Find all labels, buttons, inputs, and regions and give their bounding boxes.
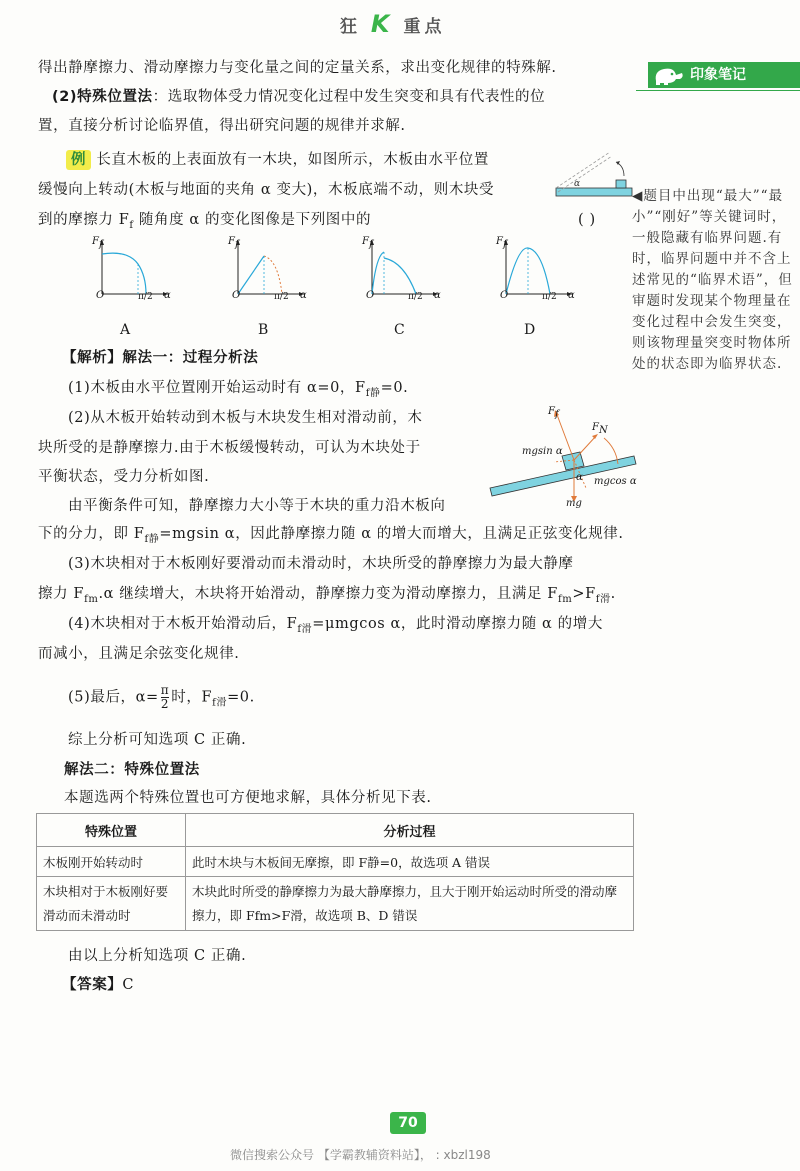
table-header-row bbox=[37, 814, 634, 847]
page-number: 70 bbox=[390, 1112, 426, 1134]
method-2-title: 解法二：特殊位置法 bbox=[64, 762, 200, 778]
step-3-line-1: (3)木块相对于木板刚好要滑动而未滑动时，木块所受的静摩擦力为最大静摩 bbox=[68, 556, 574, 572]
graph-d-ylabel bbox=[496, 236, 507, 250]
analysis-title: 【解析】解法一：过程分析法 bbox=[62, 350, 259, 366]
step-2-line-3: 平衡状态，受力分析如图. bbox=[38, 469, 210, 485]
conclusion: 由以上分析知选项 C 正确. bbox=[68, 948, 247, 964]
step-5-sub: f滑 bbox=[212, 697, 228, 709]
header-title-left: 狂 bbox=[340, 17, 361, 37]
step-5-den: 2 bbox=[160, 697, 170, 711]
graph-a-y: F bbox=[92, 236, 99, 247]
step-1-end: =0. bbox=[380, 380, 409, 396]
step-2-line-4: 由平衡条件可知，静摩擦力大小等于木块的重力沿木板向 bbox=[68, 498, 446, 514]
table-header-analysis: 分析过程 bbox=[186, 814, 634, 847]
force-mgsin-label: mgsin α bbox=[522, 446, 563, 457]
body-line-1: 得出静摩擦力、滑动摩擦力与变化量之间的定量关系，求出变化规律的特殊解. bbox=[38, 60, 557, 76]
table-header-position: 特殊位置 bbox=[37, 814, 186, 847]
step-4-1sub: f滑 bbox=[297, 623, 313, 635]
header-title-k: K bbox=[370, 10, 394, 38]
table-cell-analysis: 此时木块与木板间无摩擦，即 F静=0，故选项 A 错误 bbox=[186, 847, 634, 877]
step-5-c: =0. bbox=[227, 689, 255, 706]
graph-d-ysub: f bbox=[502, 239, 507, 250]
analysis-table bbox=[36, 813, 634, 931]
incline-figure bbox=[552, 148, 636, 212]
graph-a-origin: O bbox=[96, 290, 105, 301]
step-2-5a: 下的分力，即 F bbox=[38, 526, 145, 542]
force-ff-sub: f bbox=[554, 409, 559, 420]
table-row bbox=[37, 877, 634, 931]
example-line-1 bbox=[66, 150, 489, 170]
example-line-2: 缓慢向上转动(木板与地面的夹角 α 变大)，木板底端不动，则木块受 bbox=[38, 182, 495, 198]
graph-a-tick: π/2 bbox=[138, 292, 153, 302]
sidebar-tag-label: 印象笔记 bbox=[690, 67, 746, 83]
step-3-2sub2: fm bbox=[557, 593, 573, 605]
graph-c-ylabel bbox=[362, 236, 373, 250]
step-3-2d: . bbox=[610, 586, 616, 602]
step-2-5b: =mgsin α，因此静摩擦力随 α 的增大而增大，且满足正弦变化规律. bbox=[159, 526, 624, 542]
table-cell-analysis: 木块此时所受的静摩擦力为最大静摩擦力，且大于刚开始运动时所受的滑动摩擦力，即 Ffm>F滑，故选项 B、D 错误 bbox=[186, 877, 634, 931]
table-cell-position: 木板刚开始转动时 bbox=[37, 847, 186, 877]
sidebar-tag bbox=[648, 62, 800, 88]
step-1 bbox=[68, 378, 408, 404]
step-5-num: π bbox=[160, 683, 170, 697]
method-heading: (2)特殊位置法 bbox=[52, 89, 153, 105]
step-3-line-2 bbox=[38, 584, 616, 610]
header-title-right: 重点 bbox=[403, 17, 446, 37]
sidebar-note: ◀题目中出现“最大”“最小”“刚好”等关键词时，一般隐藏有临界问题.有时，临界问题中并不含上述常见的“临界术语”，但审题时发现某个物理量在变化过程中会发生突变，则该物理量突变时物体所处的状态即为临界状态. bbox=[632, 188, 793, 372]
sidebar-rule bbox=[636, 90, 800, 91]
step-3-2b: .α 继续增大，木块将开始滑动，静摩擦力变为滑动摩擦力，且满足 F bbox=[98, 586, 558, 602]
force-fn: F bbox=[592, 422, 599, 433]
graph-b-xlabel: α bbox=[300, 290, 307, 301]
graph-d-xlabel: α bbox=[568, 290, 575, 301]
body-line-2 bbox=[52, 87, 545, 107]
graph-b-origin: O bbox=[232, 290, 241, 301]
example-line-3 bbox=[38, 210, 371, 236]
step-2-line-1: (2)从木板开始转动到木板与木块发生相对滑动前，木 bbox=[68, 410, 423, 426]
graph-c-origin: O bbox=[366, 290, 375, 301]
example-text-3b: 随角度 α 的变化图像是下列图中的 bbox=[133, 212, 372, 228]
graph-b-tick: π/2 bbox=[274, 292, 289, 302]
force-mg-label: mg bbox=[566, 498, 582, 509]
graph-b-ylabel bbox=[228, 236, 239, 250]
graph-d-y: F bbox=[496, 236, 503, 247]
step-2-line-2: 块所受的是静摩擦力.由于木板缓慢转动，可认为木块处于 bbox=[38, 440, 421, 456]
step-2-line-5 bbox=[38, 524, 624, 550]
answer-line bbox=[62, 975, 134, 995]
graph-d-origin: O bbox=[500, 290, 509, 301]
step-2-5sub: f静 bbox=[144, 533, 160, 545]
force-fn-sub: N bbox=[598, 425, 608, 436]
force-ff: F bbox=[548, 406, 555, 417]
step-4-1a: (4)木块相对于木板开始滑动后，F bbox=[68, 616, 298, 632]
page-header bbox=[340, 10, 445, 38]
step-5 bbox=[68, 684, 255, 713]
step-1-sub: f静 bbox=[365, 387, 381, 399]
step-5-a: (5)最后，α= bbox=[68, 689, 159, 706]
graph-c-y: F bbox=[362, 236, 369, 247]
graph-c-xlabel: α bbox=[434, 290, 441, 301]
option-label-a: A bbox=[120, 322, 131, 338]
step-5-b: 时，F bbox=[171, 689, 213, 706]
table-row bbox=[37, 847, 634, 877]
step-4-line-1 bbox=[68, 614, 603, 640]
force-diagram bbox=[484, 404, 644, 506]
step-3-2a: 擦力 F bbox=[38, 586, 85, 602]
graph-a-xlabel: α bbox=[164, 290, 171, 301]
elephant-icon bbox=[652, 63, 686, 87]
option-label-c: C bbox=[394, 322, 405, 338]
answer-paren: ( ) bbox=[578, 212, 596, 228]
step-3-2c: >F bbox=[572, 586, 596, 602]
table-cell-position: 木块相对于木板刚好要滑动而未滑动时 bbox=[37, 877, 186, 931]
step-5-fraction bbox=[161, 684, 170, 711]
incline-alpha: α bbox=[574, 179, 581, 189]
footer-watermark: 微信搜索公众号 【学霸教辅资料站】， : xbzl198 bbox=[230, 1148, 491, 1162]
answer-label: 【答案】 bbox=[62, 977, 123, 993]
graph-a-ylabel bbox=[92, 236, 103, 250]
graph-d-tick: π/2 bbox=[542, 292, 557, 302]
graph-c-ysub: f bbox=[368, 239, 373, 250]
example-text-3a: 到的摩擦力 F bbox=[38, 212, 130, 228]
step-3-2sub1: fm bbox=[84, 593, 99, 605]
graph-a-ysub: f bbox=[98, 239, 103, 250]
force-fn-label bbox=[592, 422, 608, 436]
graph-b-y: F bbox=[228, 236, 235, 247]
graph-b-ysub: f bbox=[234, 239, 239, 250]
method-2-intro: 本题选两个特殊位置也可方便地求解，具体分析见下表. bbox=[64, 790, 432, 806]
graph-c-tick: π/2 bbox=[408, 292, 423, 302]
option-label-b: B bbox=[258, 322, 269, 338]
summary-1: 综上分析可知选项 C 正确. bbox=[68, 732, 247, 748]
answer-value: C bbox=[122, 977, 135, 993]
step-1-a: (1)木板由水平位置刚开始运动时有 α=0，F bbox=[68, 380, 366, 396]
option-label-d: D bbox=[524, 322, 536, 338]
step-4-line-2: 而减小，且满足余弦变化规律. bbox=[38, 646, 240, 662]
body-line-3: 置，直接分析讨论临界值，得出研究问题的规律并求解. bbox=[38, 118, 406, 134]
step-4-1b: =μmgcos α，此时滑动摩擦力随 α 的增大 bbox=[312, 616, 603, 632]
example-badge: 例 bbox=[66, 150, 91, 170]
example-text-3sub: f bbox=[129, 219, 134, 231]
body-line-2-rest: ：选取物体受力情况变化过程中发生突变和具有代表性的位 bbox=[152, 89, 546, 105]
force-alpha-label: α bbox=[576, 472, 583, 483]
force-mgcos-label: mgcos α bbox=[594, 476, 637, 487]
step-3-2sub3: f滑 bbox=[595, 593, 611, 605]
force-ff-label bbox=[548, 406, 559, 420]
example-text-1: 长直木板的上表面放有一木块，如图所示，木板由水平位置 bbox=[96, 152, 489, 168]
